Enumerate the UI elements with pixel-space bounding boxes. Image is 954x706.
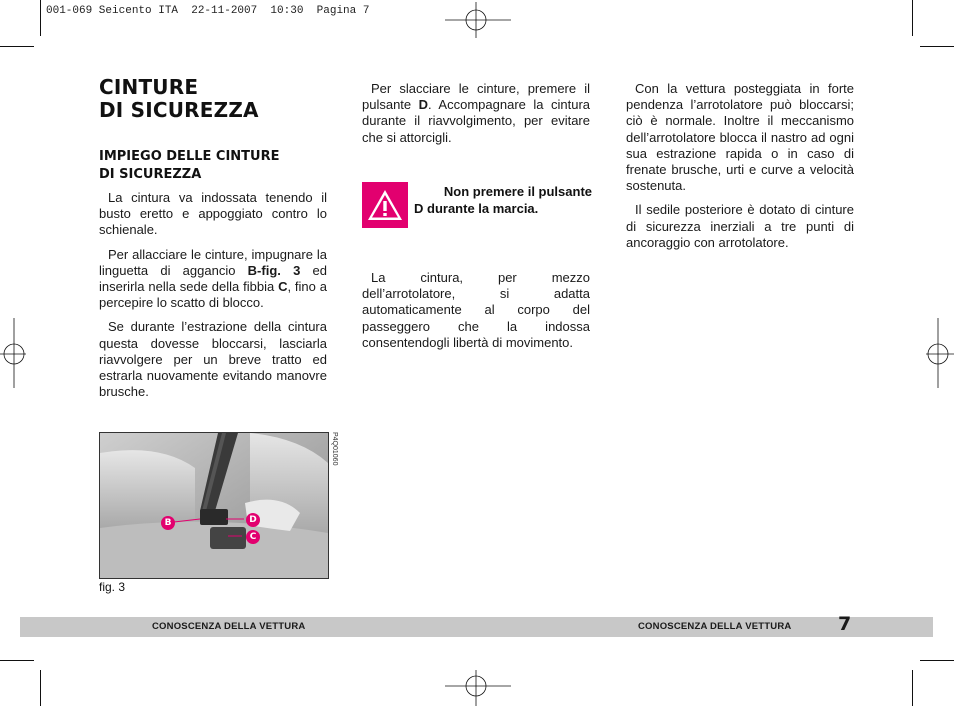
figure-seatbelt [99,432,329,579]
label-d: D [246,513,260,527]
column-2 [362,81,590,154]
paragraph: Il sedile posteriore è dotato di cinture di sicurezza inerziali a tre punti di ancoraggio con arrotolatore. [626,202,854,250]
section-title-line1: CINTURE [99,75,199,99]
section-subtitle-line2: DI SICUREZZA [99,167,202,182]
print-slug: 001-069 Seicento ITA 22-11-2007 10:30 Pagina 7 [46,5,370,17]
section-subtitle [99,148,329,184]
crop-mark [40,670,41,706]
registration-mark-icon [926,318,954,388]
registration-mark-icon [445,670,511,706]
column-1 [99,190,327,408]
warning-triangle-icon [362,182,408,228]
warning-line2: D durante la marcia. [414,200,539,216]
column-3 [626,81,854,259]
figure-code: P4Q01060 [331,432,338,466]
footer-section-right: CONOSCENZA DELLA VETTURA [638,621,792,632]
crop-mark [40,0,41,36]
column-2-lower [362,270,590,359]
warning-icon-box [362,182,408,228]
ref-b-fig3: B-fig. 3 [247,262,301,278]
paragraph: Per slacciare le cinture, premere il pulsante D. Accompagnare la cintura durante il riavvolgimento, per evitare che si attorcigli. [362,81,591,145]
crop-mark [912,0,913,36]
label-c: C [246,530,260,544]
paragraph: Se durante l’estrazione della cintura questa dovesse bloccarsi, lasciarla riavvolgere per un breve tratto ed estrarla nuovamente evitando manovre brusche. [99,319,327,400]
section-subtitle-line1: IMPIEGO DELLE CINTURE [99,149,280,164]
crop-mark [912,670,913,706]
page-number: 7 [838,613,852,635]
label-b: B [161,516,175,530]
paragraph: Per allacciare le cinture, impugnare la linguetta di aggancio B-fig. 3 ed inserirla nella sede della fibbia C, fino a percepire lo scatto di blocco. [99,246,327,311]
warning-text [414,184,592,217]
registration-mark-icon [0,318,26,388]
seatbelt-photo [100,433,328,578]
paragraph: Con la vettura posteggiata in forte pendenza l’arrotolatore può bloccarsi; ciò è normale. Inoltre il meccanismo dell’arrotolatore blocca il nastro ad ogni sua estrazione rapida o in caso di frenate brusche, urti e curve a velocità sostenuta. [626,81,854,194]
section-title-line2: DI SICUREZZA [99,98,259,122]
crop-mark [920,660,954,661]
registration-mark-icon [445,2,511,38]
section-title [99,76,329,122]
paragraph: La cintura, per mezzo dell’arrotolatore, si adatta automaticamente al corpo del passeggero che la indossa consentendogli libertà di movimento. [362,270,590,350]
warning-line1: Non premere il pulsante [443,184,592,199]
paragraph: La cintura va indossata tenendo il busto eretto e appoggiato contro lo schienale. [99,190,327,238]
ref-c: C [278,279,288,295]
figure-caption: fig. 3 [99,580,126,594]
footer-section-left: CONOSCENZA DELLA VETTURA [152,621,306,632]
crop-mark [0,660,34,661]
ref-d: D [418,97,429,113]
crop-mark [0,46,34,47]
crop-mark [920,46,954,47]
